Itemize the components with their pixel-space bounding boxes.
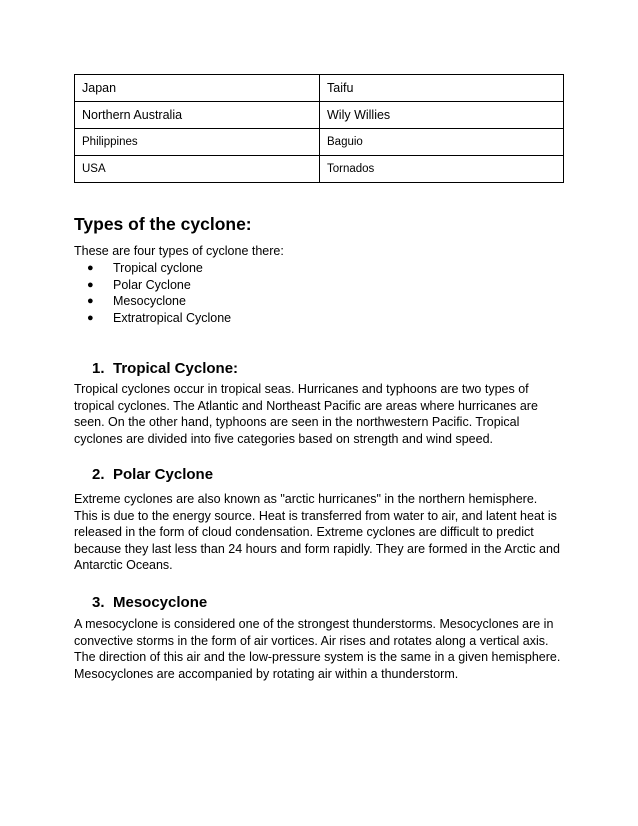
table-cell-name: Wily Willies xyxy=(320,102,564,129)
section-heading-polar xyxy=(92,466,213,483)
paragraph-line: released in the form of cloud condensation. Extreme cyclones are difficult to predict xyxy=(74,525,534,540)
section-heading-tropical xyxy=(92,360,238,377)
section-number: 2. xyxy=(92,466,105,483)
table-cell-name: Taifu xyxy=(320,75,564,102)
table-cell-name: Baguio xyxy=(320,129,564,156)
table-row xyxy=(75,129,564,156)
list-item xyxy=(74,277,231,294)
paragraph-line: cyclones are divided into five categories based on strength and wind speed. xyxy=(74,431,494,446)
table-row xyxy=(75,75,564,102)
list-item-label: Tropical cyclone xyxy=(113,261,203,275)
bullet-icon: ● xyxy=(87,311,94,324)
section-title: Mesocyclone xyxy=(113,594,208,611)
bullet-icon: ● xyxy=(87,295,94,307)
section-paragraph-polar xyxy=(74,491,566,574)
table-cell-region: Japan xyxy=(75,75,320,102)
types-heading: Types of the cyclone: xyxy=(74,214,252,234)
types-list xyxy=(74,260,231,326)
paragraph-line: Antarctic Oceans. xyxy=(74,558,173,573)
paragraph-line: seen. On the other hand, typhoons are seen in the northwestern Pacific. Tropical xyxy=(74,415,520,430)
paragraph-line: The direction of this air and the low-pressure system is the same in a given hemisphere. xyxy=(74,650,561,665)
list-item-label: Polar Cyclone xyxy=(113,277,191,292)
paragraph-line: because they last less than 24 hours and form rapidly. They are formed in the Arctic and xyxy=(74,541,560,556)
table-cell-name: Tornados xyxy=(320,156,564,183)
list-item-label: Extratropical Cyclone xyxy=(113,310,232,325)
table-row xyxy=(75,102,564,129)
section-number: 3. xyxy=(92,594,105,611)
paragraph-line: tropical cyclones. The Atlantic and Northeast Pacific are areas where hurricanes are xyxy=(74,398,538,413)
table-cell-region: Northern Australia xyxy=(75,102,320,129)
types-intro: These are four types of cyclone there: xyxy=(74,244,284,258)
section-title: Polar Cyclone xyxy=(113,466,214,483)
paragraph-line: Extreme cyclones are also known as "arctic hurricanes" in the northern hemisphere. xyxy=(74,492,538,506)
bullet-icon: ● xyxy=(87,262,94,274)
list-item xyxy=(74,260,231,277)
list-item xyxy=(74,293,231,310)
paragraph-line: Tropical cyclones occur in tropical seas. Hurricanes and typhoons are two types of xyxy=(74,382,529,396)
list-item-label: Mesocyclone xyxy=(113,294,186,308)
table-cell-region: Philippines xyxy=(75,129,320,156)
section-heading-mesocyclone xyxy=(92,594,207,611)
paragraph-line: A mesocyclone is considered one of the strongest thunderstorms. Mesocyclones are in xyxy=(74,617,554,631)
cyclone-names-table xyxy=(74,74,564,183)
paragraph-line: This is due to the energy source. Heat is transferred from water to air, and latent heat is xyxy=(74,508,557,523)
section-number: 1. xyxy=(92,360,105,377)
table-cell-region: USA xyxy=(75,156,320,183)
table-row xyxy=(75,156,564,183)
bullet-icon: ● xyxy=(87,278,94,291)
section-paragraph-tropical xyxy=(74,381,566,447)
list-item xyxy=(74,310,231,327)
paragraph-line: convective storms in the form of air vortices. Air rises and rotates along a vertical axis. xyxy=(74,633,549,648)
paragraph-line: Mesocyclones are accompanied by rotating air within a thunderstorm. xyxy=(74,666,459,681)
section-paragraph-mesocyclone xyxy=(74,616,566,682)
section-title: Tropical Cyclone: xyxy=(113,360,239,377)
